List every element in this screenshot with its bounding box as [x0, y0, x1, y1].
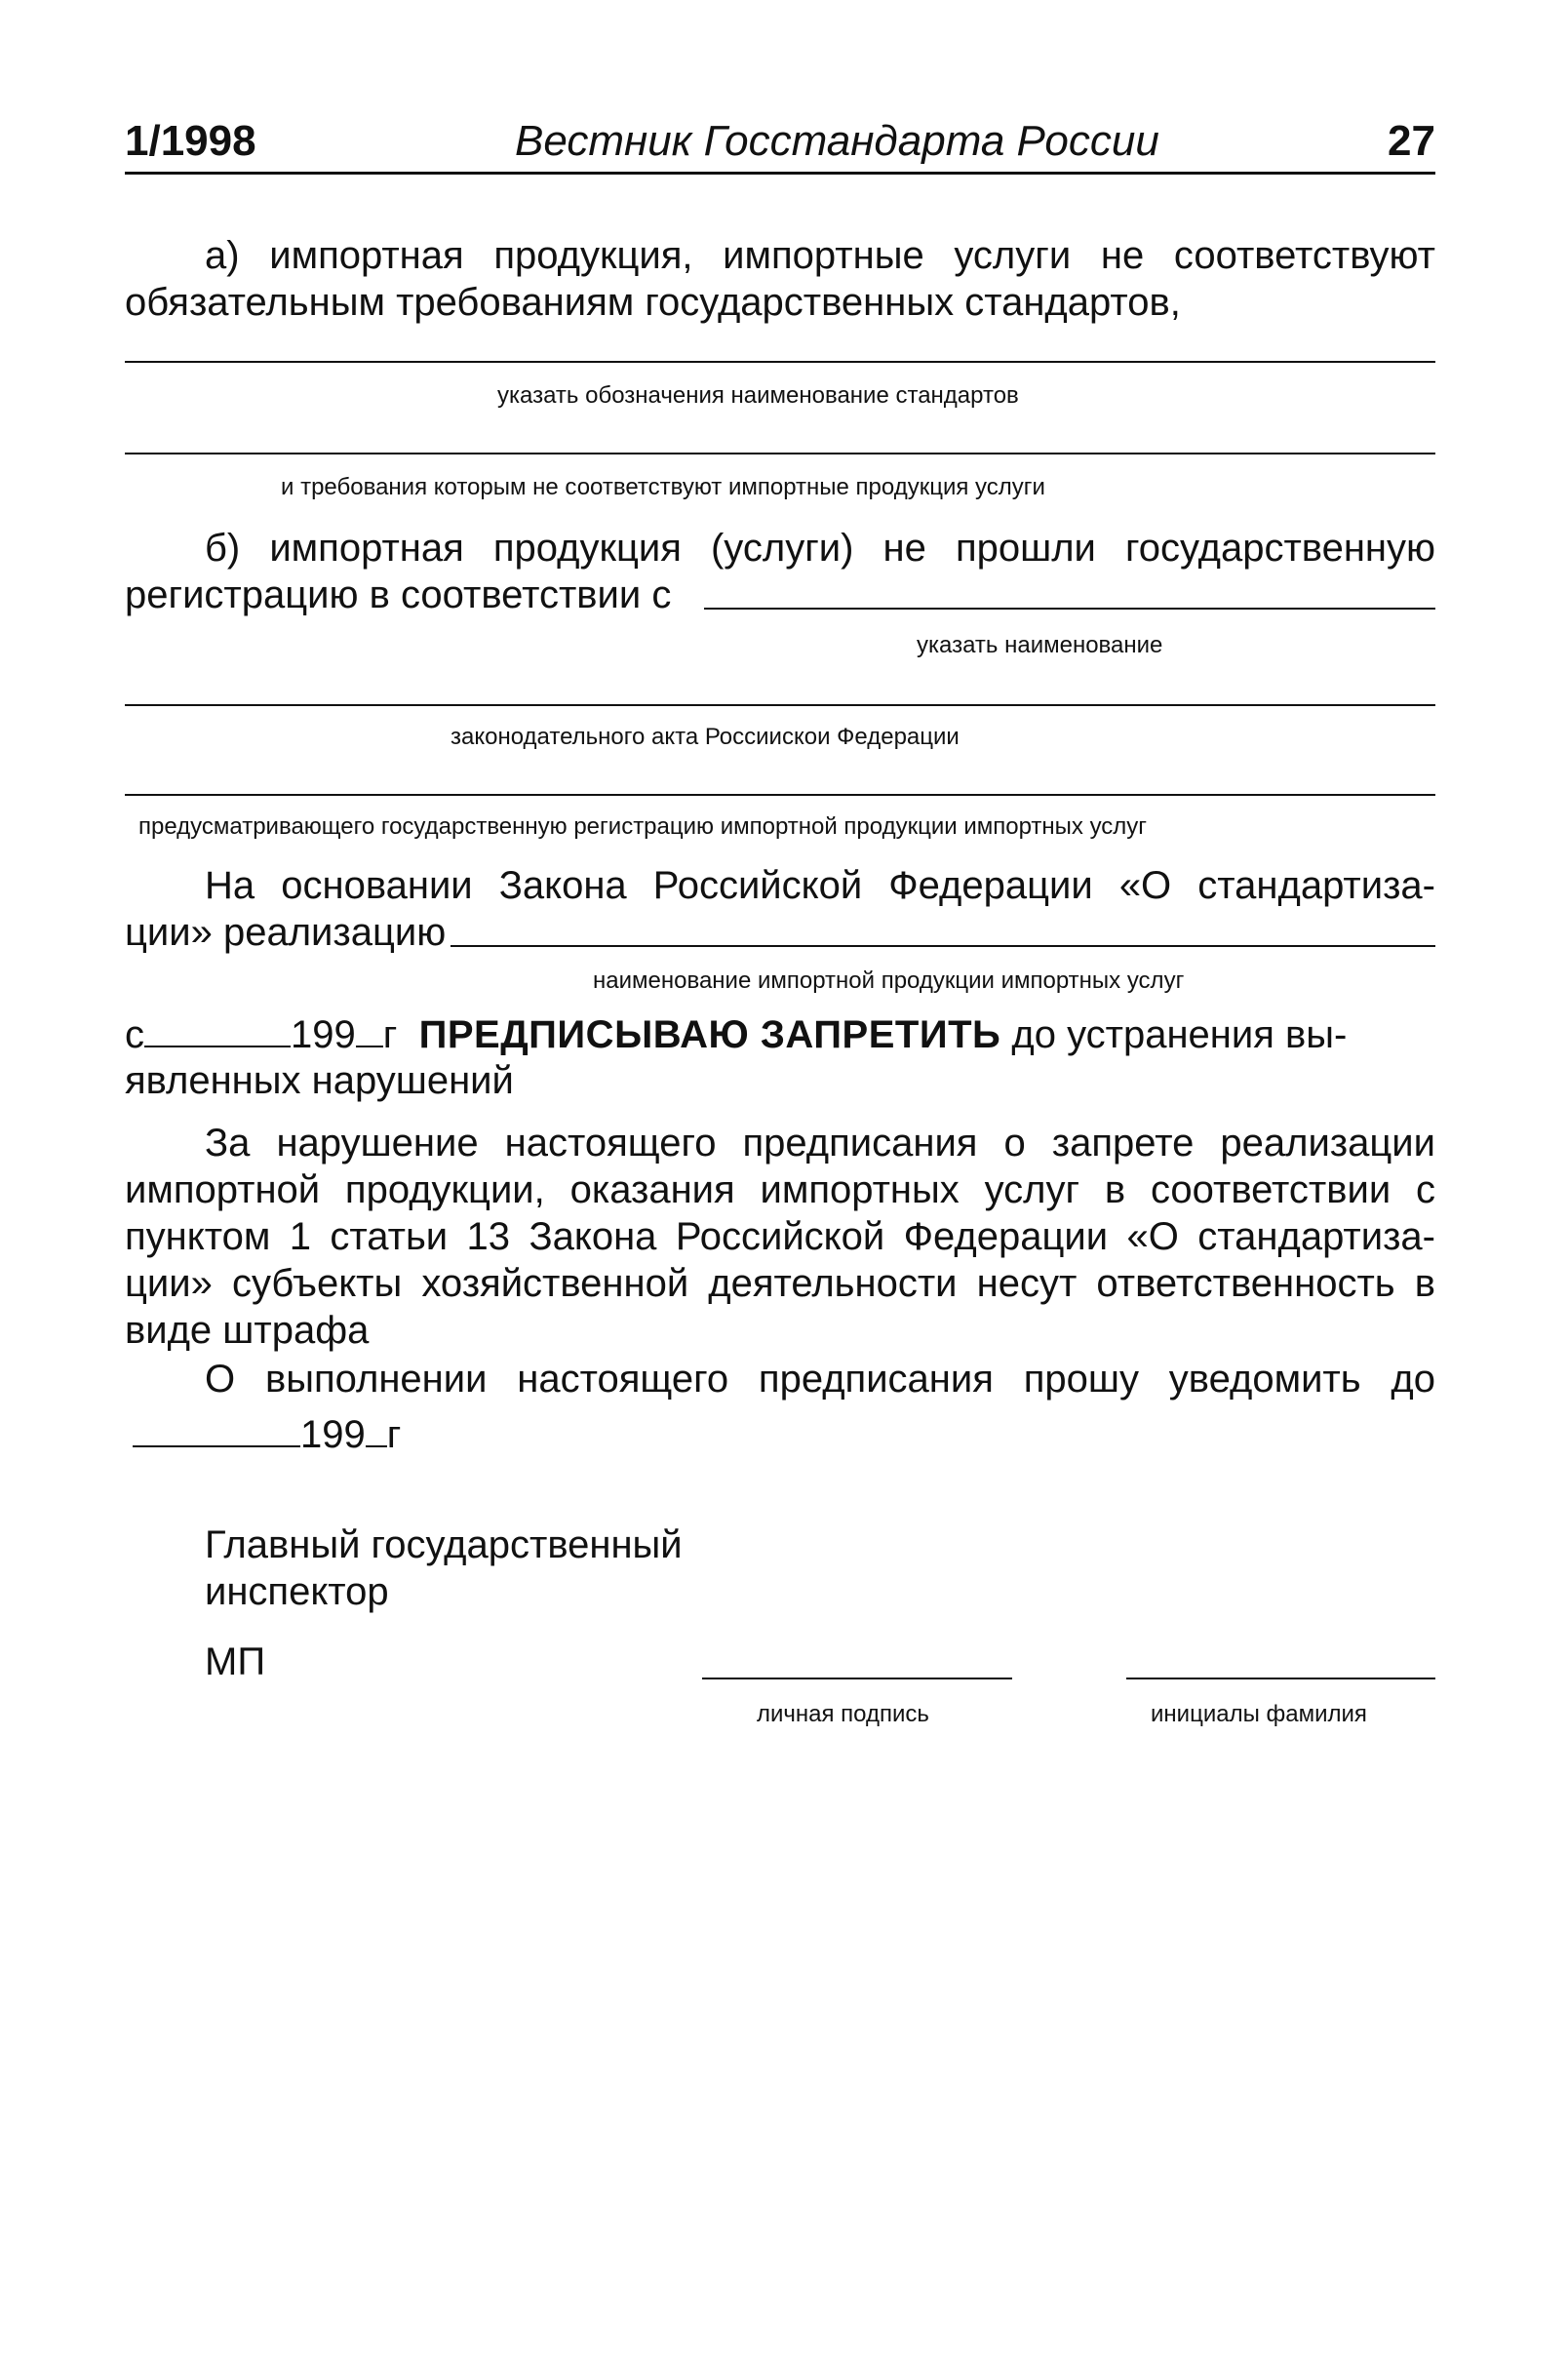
blank-line	[704, 608, 1435, 610]
blank-line	[451, 945, 1435, 947]
prohibition-command: ПРЕДПИСЫВАЮ ЗАПРЕТИТЬ	[418, 1013, 1001, 1056]
prohibition-line-end: явленных нарушений	[125, 1059, 514, 1102]
notify-year-blank	[366, 1410, 387, 1447]
seal-mark: МП	[205, 1640, 266, 1683]
prohibition-line	[125, 1010, 1435, 1058]
year-suffix: г	[382, 1013, 398, 1056]
caption-name: инициалы фамилия	[1151, 1701, 1367, 1727]
section-b-line2-text: регистрацию в соответствии с	[125, 573, 672, 616]
caption-registration: предусматривающего государственную регистрацию импортной продукции импортных услуг	[138, 813, 1148, 840]
basis-line2	[125, 909, 1435, 956]
liability-paragraph: За нарушение настоящего предписания о запрете реализации импортной продукции, оказания импортных услуг в соответствии с пунктом 1 статьи 13 Закона Российской Федерации «О стандартиза-ции» субъекты хозяйственной деятельности несут ответственность в виде штрафа	[125, 1122, 1435, 1352]
page-number: 27	[1388, 117, 1435, 165]
blank-line	[125, 704, 1435, 706]
caption-act-name: указать наименование	[917, 632, 1163, 658]
page-header	[125, 115, 1435, 175]
notify-year-suffix: г	[386, 1413, 402, 1456]
basis-line1: На основании Закона Российской Федерации «О стандартиза-	[205, 864, 1435, 907]
notify-date	[125, 1410, 1435, 1458]
notify-date-blank	[133, 1410, 300, 1447]
caption-product-name: наименование импортной продукции импортных услуг	[593, 967, 1185, 994]
section-a-text: а) импортная продукция, импортные услуги не соответствуют обязательным требованиям государственных стандартов,	[125, 234, 1435, 324]
issue-number: 1/1998	[125, 117, 256, 165]
blank-line	[125, 361, 1435, 363]
section-b-line2	[125, 572, 1435, 618]
year-blank	[356, 1010, 383, 1047]
inspector-title-line2: инспектор	[205, 1570, 389, 1613]
year-text: 199	[291, 1013, 356, 1056]
caption-requirements: и требования которым не соответствуют импортные продукция услуги	[281, 474, 1045, 500]
section-b-line1: б) импортная продукция (услуги) не прошли государственную	[205, 527, 1435, 570]
blank-line	[125, 794, 1435, 796]
date-prefix: с	[125, 1013, 144, 1056]
caption-standards: указать обозначения наименование стандартов	[497, 382, 1019, 409]
notify-year: 199	[300, 1413, 366, 1456]
blank-line	[125, 453, 1435, 454]
caption-legislative-act: законодательного акта Россиискои Федерации	[451, 724, 960, 750]
caption-signature: личная подпись	[757, 1701, 929, 1727]
date-blank	[144, 1010, 291, 1047]
notify-text: О выполнении настоящего предписания прошу уведомить до	[205, 1358, 1435, 1401]
inspector-title-line1: Главный государственный	[205, 1523, 683, 1566]
inspector-title	[205, 1521, 887, 1615]
journal-title: Вестник Госстандарта России	[515, 117, 1159, 165]
basis-line2-text: ции» реализацию	[125, 911, 447, 954]
prohibition-continuation: до устранения вы-	[1011, 1013, 1348, 1056]
signature-line	[702, 1678, 1012, 1679]
name-line	[1126, 1678, 1435, 1679]
